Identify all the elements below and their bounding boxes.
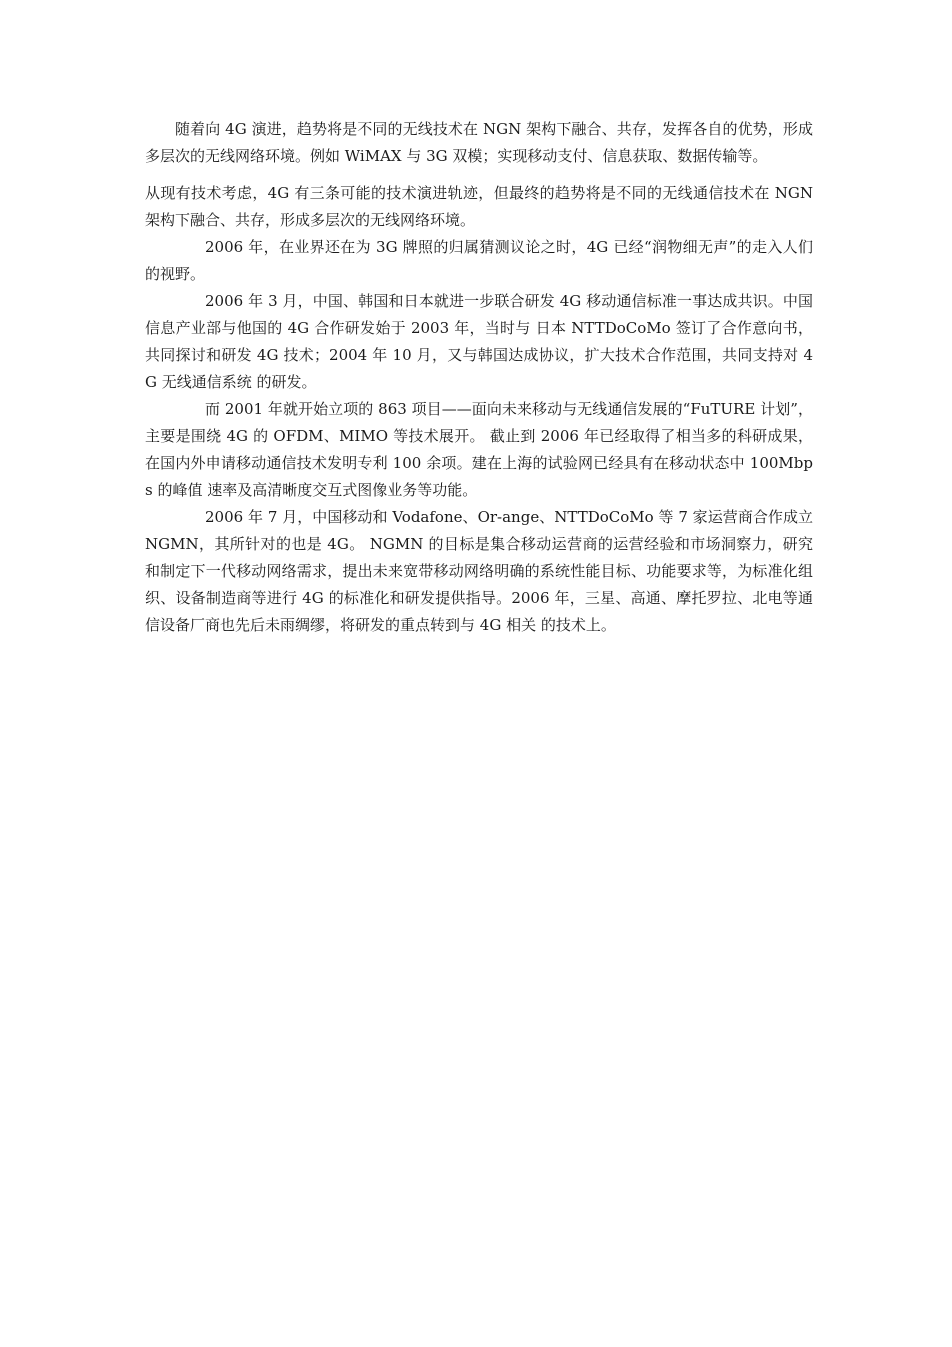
paragraph-863-project: 而 2001 年就开始立项的 863 项目——面向未来移动与无线通信发展的“FuTURE 计划”，主要是围绕 4G 的 OFDM、MIMO 等技术展开。 截止到 2006 年已经取得了相当多的科研成果，在国内外申请移动通信技术发明专利 100 余项。建在上海的试验网已经具有在移动状态中 100Mbps 的峰值 速率及高清晰度交互式图像业务等功能。 bbox=[145, 400, 813, 499]
document-body bbox=[145, 116, 813, 639]
paragraph-technology-paths: 从现有技术考虑，4G 有三条可能的技术演进轨迹，但最终的趋势将是不同的无线通信技术在 NGN 架构下融合、共存，形成多层次的无线网络环境。 bbox=[145, 184, 813, 229]
paragraph-evolution-trend: 随着向 4G 演进，趋势将是不同的无线技术在 NGN 架构下融合、共存，发挥各自的优势，形成多层次的无线网络环境。例如 WiMAX 与 3G 双模；实现移动支付、信息获取、数据传输等。 bbox=[145, 120, 813, 165]
paragraph-ngmn: 2006 年 7 月，中国移动和 Vodafone、Or-ange、NTTDoCoMo 等 7 家运营商合作成立 NGMN，其所针对的也是 4G。 NGMN 的目标是集合移动运营商的运营经验和市场洞察力，研究和制定下一代移动网络需求，提出未来宽带移动网络明确的系统性能目标、功能要求等，为标准化组织、设备制造商等进行 4G 的标准化和研发提供指导。2006 年，三星、高通、摩托罗拉、北电等通信设备厂商也先后未雨绸缪，将研发的重点转到与 4G 相关 的技术上。 bbox=[145, 508, 813, 634]
paragraph-2006-industry: 2006 年，在业界还在为 3G 牌照的归属猜测议论之时，4G 已经“润物细无声”的走入人们的视野。 bbox=[145, 238, 813, 283]
paragraph-2006-march-cooperation: 2006 年 3 月，中国、韩国和日本就进一步联合研发 4G 移动通信标准一事达成共识。中国信息产业部与他国的 4G 合作研发始于 2003 年，当时与 日本 NTTDoCoMo 签订了合作意向书，共同探讨和研发 4G 技术；2004 年 10 月，又与韩国达成协议，扩大技术合作范围，共同支持对 4G 无线通信系统 的研发。 bbox=[145, 292, 813, 391]
